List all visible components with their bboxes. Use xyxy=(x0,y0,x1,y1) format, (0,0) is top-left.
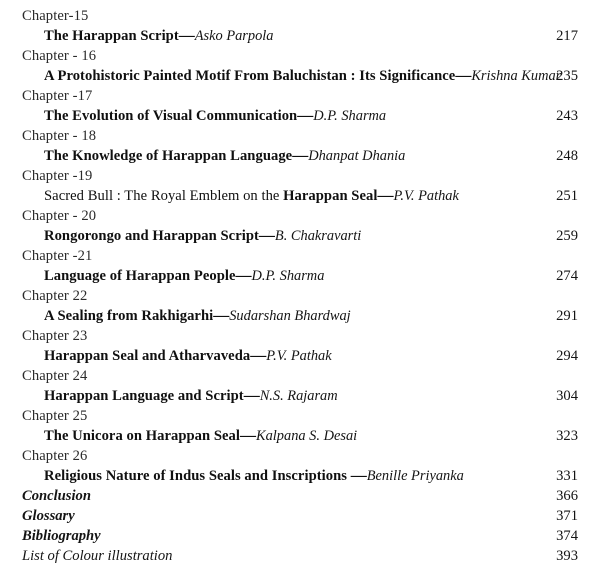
chapter-label: Chapter - 20 xyxy=(22,208,97,224)
entry-title xyxy=(44,28,179,44)
entry-dash: — xyxy=(292,147,309,164)
toc-entry[interactable] xyxy=(0,66,600,86)
chapter-label: Chapter -21 xyxy=(22,248,93,264)
chapter-group xyxy=(0,446,600,486)
entry-author: N.S. Rajaram xyxy=(259,388,338,404)
entry-author: P.V. Pathak xyxy=(393,188,459,204)
entry-title-bold-part: Harappan Language and Script xyxy=(44,388,244,404)
entry-page-number: 294 xyxy=(556,348,578,364)
chapter-label: Chapter-15 xyxy=(22,8,89,24)
back-matter-label: Glossary xyxy=(22,508,75,524)
entry-title xyxy=(44,348,250,364)
back-matter-label: List of Colour illustration xyxy=(22,548,173,564)
back-matter-entry[interactable] xyxy=(0,486,600,506)
entry-title xyxy=(44,68,455,84)
chapter-label: Chapter - 16 xyxy=(22,48,97,64)
toc-entry[interactable] xyxy=(0,226,600,246)
entry-author: Dhanpat Dhania xyxy=(308,148,406,164)
entry-author: D.P. Sharma xyxy=(251,268,325,284)
entry-dash: — xyxy=(377,187,394,204)
chapter-label: Chapter 26 xyxy=(22,448,88,464)
chapter-group xyxy=(0,246,600,286)
entry-title xyxy=(44,388,244,404)
chapter-group xyxy=(0,206,600,246)
entry-title-bold-part: Rongorongo and Harappan Script xyxy=(44,228,259,244)
entry-title-regular-part: Sacred Bull : The Royal Emblem on the xyxy=(44,188,284,204)
entry-dash: — xyxy=(213,307,230,324)
entry-title xyxy=(44,308,213,324)
back-matter-label: Conclusion xyxy=(22,488,91,504)
entry-author: D.P. Sharma xyxy=(313,108,387,124)
chapter-group xyxy=(0,406,600,446)
back-matter-page-number: 366 xyxy=(556,488,578,504)
entry-page-number: 291 xyxy=(556,308,578,324)
toc-entry[interactable] xyxy=(0,106,600,126)
entry-author: Benille Priyanka xyxy=(366,468,464,484)
toc-entry[interactable] xyxy=(0,386,600,406)
back-matter-page-number: 393 xyxy=(556,548,578,564)
entry-title-bold-part: Language of Harappan People xyxy=(44,268,236,284)
entry-dash: — xyxy=(178,27,195,44)
entry-page-number: 259 xyxy=(556,228,578,244)
entry-title-bold-part: The Harappan Script xyxy=(44,28,179,44)
entry-page-number: 304 xyxy=(556,388,578,404)
chapter-group xyxy=(0,286,600,326)
entry-title xyxy=(44,468,351,484)
chapter-group xyxy=(0,46,600,86)
entry-page-number: 274 xyxy=(556,268,578,284)
toc-entry[interactable] xyxy=(0,426,600,446)
entry-title xyxy=(44,108,297,124)
chapter-group xyxy=(0,366,600,406)
entry-dash: — xyxy=(240,427,257,444)
chapter-group xyxy=(0,166,600,206)
chapter-label: Chapter -19 xyxy=(22,168,93,184)
entry-dash: — xyxy=(297,107,314,124)
toc-entry[interactable] xyxy=(0,466,600,486)
entry-title-bold-part: A Sealing from Rakhigarhi xyxy=(44,308,214,324)
entry-author: Kalpana S. Desai xyxy=(256,428,358,444)
entry-title-bold-part: Religious Nature of Indus Seals and Inscriptions xyxy=(44,468,351,484)
entry-title xyxy=(44,148,292,164)
entry-dash: — xyxy=(243,387,260,404)
entry-title xyxy=(44,428,240,444)
back-matter-list xyxy=(0,486,600,566)
entry-dash: — xyxy=(258,227,275,244)
entry-author: Sudarshan Bhardwaj xyxy=(229,308,351,324)
entry-author: Asko Parpola xyxy=(194,28,274,44)
toc-entry[interactable] xyxy=(0,346,600,366)
back-matter-entry[interactable] xyxy=(0,526,600,546)
entry-page-number: 243 xyxy=(556,108,578,124)
chapter-group xyxy=(0,126,600,166)
entry-title xyxy=(44,228,259,244)
entry-title-bold-part: A Protohistoric Painted Motif From Baluchistan : Its Significance xyxy=(44,68,456,84)
back-matter-page-number: 371 xyxy=(556,508,578,524)
entry-title-bold-part: Harappan Seal xyxy=(283,188,378,204)
toc-entry[interactable] xyxy=(0,306,600,326)
back-matter-label: Bibliography xyxy=(22,528,101,544)
toc-entry[interactable] xyxy=(0,266,600,286)
chapter-label: Chapter -17 xyxy=(22,88,93,104)
entry-author: B. Chakravarti xyxy=(274,228,362,244)
back-matter-entry[interactable] xyxy=(0,506,600,526)
entry-title xyxy=(44,268,236,284)
chapter-label: Chapter 23 xyxy=(22,328,88,344)
entry-page-number: 235 xyxy=(556,68,578,84)
entry-page-number: 217 xyxy=(556,28,578,44)
toc-entry[interactable] xyxy=(0,146,600,166)
chapter-label: Chapter 22 xyxy=(22,288,88,304)
entry-title-bold-part: The Unicora on Harappan Seal xyxy=(44,428,241,444)
chapter-label: Chapter - 18 xyxy=(22,128,97,144)
entry-dash: — xyxy=(250,347,267,364)
chapter-entry-list xyxy=(0,6,600,486)
chapter-label: Chapter 25 xyxy=(22,408,88,424)
entry-page-number: 323 xyxy=(556,428,578,444)
entry-page-number: 248 xyxy=(556,148,578,164)
chapter-label: Chapter 24 xyxy=(22,368,88,384)
entry-author: P.V. Pathak xyxy=(266,348,332,364)
chapter-group xyxy=(0,86,600,126)
chapter-group xyxy=(0,6,600,46)
entry-page-number: 251 xyxy=(556,188,578,204)
back-matter-page-number: 374 xyxy=(556,528,578,544)
entry-title-bold-part: The Evolution of Visual Communication xyxy=(44,108,298,124)
entry-dash: — xyxy=(235,267,252,284)
toc-entry[interactable] xyxy=(0,186,600,206)
entry-page-number: 331 xyxy=(556,468,578,484)
entry-dash: — xyxy=(350,467,367,484)
entry-title xyxy=(44,188,377,204)
toc-entry[interactable] xyxy=(0,26,600,46)
entry-title-bold-part: Harappan Seal and Atharvaveda xyxy=(44,348,251,364)
entry-author: Krishna Kumar xyxy=(471,68,562,84)
chapter-group xyxy=(0,326,600,366)
entry-title-bold-part: The Knowledge of Harappan Language xyxy=(44,148,293,164)
back-matter-entry[interactable] xyxy=(0,546,600,566)
entry-dash: — xyxy=(455,67,472,84)
